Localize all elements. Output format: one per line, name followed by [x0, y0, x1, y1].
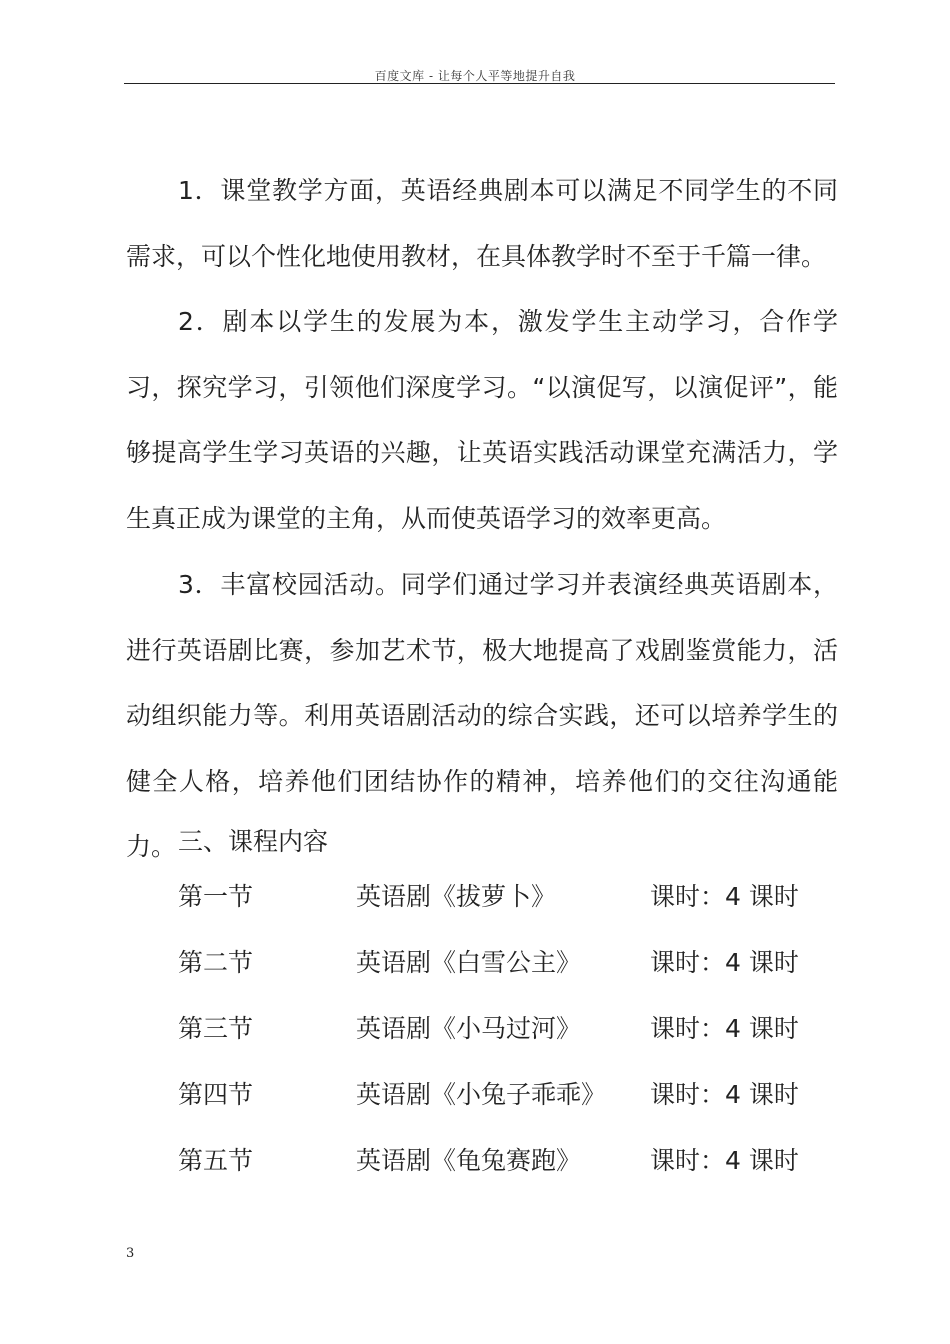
course-title: 英语剧《小马过河》	[356, 1014, 582, 1043]
course-hours: 课时：4 课时	[650, 1014, 799, 1043]
header-divider	[124, 83, 835, 84]
course-row	[178, 1007, 838, 1051]
course-section: 第三节	[178, 1014, 254, 1043]
course-row	[178, 941, 838, 985]
course-title: 英语剧《拔萝卜》	[356, 882, 557, 911]
course-section: 第一节	[178, 882, 254, 911]
paragraph-3: 3．丰富校园活动。同学们通过学习并表演经典英语剧本，进行英语剧比赛，参加艺术节，极大地提高了戏剧鉴赏能力，活动组织能力等。利用英语剧活动的综合实践，还可以培养学生的健全人格，培养他们团结协作的精神，培养他们的交往沟通能力。	[126, 570, 838, 861]
course-section: 第二节	[178, 948, 254, 977]
course-row	[178, 1073, 838, 1117]
course-hours: 课时：4 课时	[650, 1080, 799, 1109]
course-title: 英语剧《白雪公主》	[356, 948, 582, 977]
course-section: 第四节	[178, 1080, 254, 1109]
course-row	[178, 875, 838, 919]
course-title: 英语剧《小兔子乖乖》	[356, 1080, 607, 1109]
course-hours: 课时：4 课时	[650, 948, 799, 977]
course-hours: 课时：4 课时	[650, 1146, 799, 1175]
page-header: 百度文库 - 让每个人平等地提升自我	[374, 69, 576, 83]
course-title: 英语剧《龟兔赛跑》	[356, 1146, 582, 1175]
course-row	[178, 1139, 838, 1183]
course-hours: 课时：4 课时	[650, 882, 799, 911]
course-section: 第五节	[178, 1146, 254, 1175]
section-title: 三、课程内容	[178, 827, 329, 856]
paragraph-2: 2．剧本以学生的发展为本，激发学生主动学习，合作学习，探究学习，引领他们深度学习。“以演促写，以演促评”，能够提高学生学习英语的兴趣，让英语实践活动课堂充满活力，学生真正成为课堂的主角，从而使英语学习的效率更高。	[126, 307, 838, 533]
paragraph-1: 1．课堂教学方面，英语经典剧本可以满足不同学生的不同需求，可以个性化地使用教材，在具体教学时不至于千篇一律。	[126, 176, 838, 271]
page-number: 3	[126, 1246, 135, 1261]
